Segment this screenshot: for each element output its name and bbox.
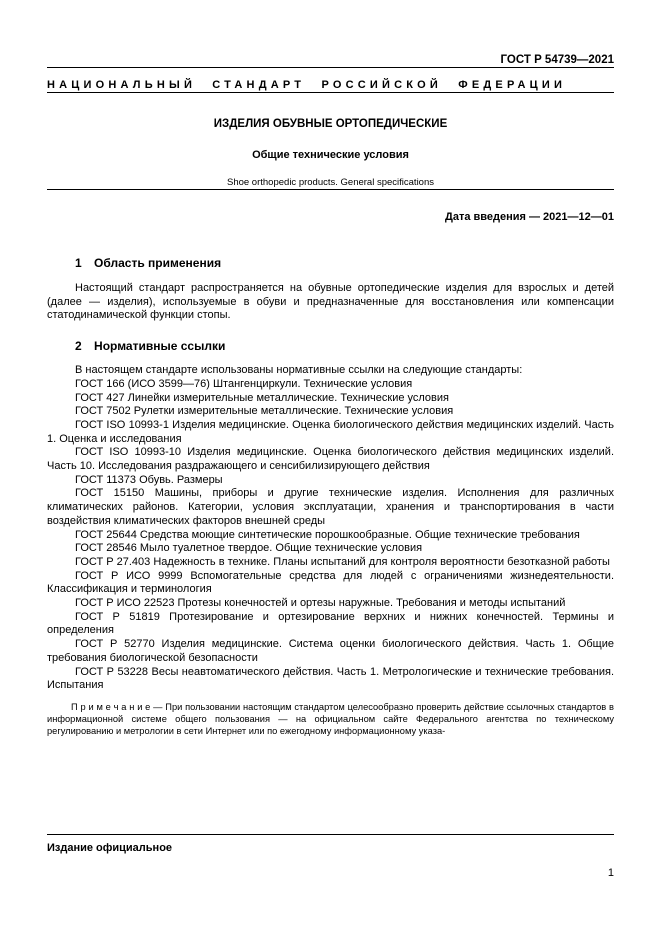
effective-date: Дата введения — 2021—12—01 — [445, 211, 614, 223]
page-number: 1 — [607, 867, 614, 879]
reference-item: ГОСТ Р ИСО 9999 Вспомогательные средства для людей с ограничениями жизнедеятельности. Классификация и терминология — [47, 569, 614, 596]
reference-item: ГОСТ Р ИСО 22523 Протезы конечностей и ортезы наружные. Требования и методы испытаний — [75, 597, 566, 610]
document-title-english: Shoe orthopedic products. General specifications — [226, 177, 434, 188]
document-subtitle: Общие технические условия — [252, 149, 409, 161]
section-number: 2 — [75, 339, 82, 354]
reference-item: ГОСТ ISO 10993-10 Изделия медицинские. Оценка биологического действия медицинских изделий. Часть 10. Исследования раздражающего и сенсибилизирующего действия — [47, 446, 614, 473]
reference-item: ГОСТ Р 27.403 Надежность в технике. Планы испытаний для контроля вероятности безотказной работы — [75, 555, 610, 568]
section-title: Нормативные ссылки — [94, 339, 226, 354]
footer-divider — [47, 834, 614, 835]
section-heading-references — [75, 339, 614, 354]
title-divider — [47, 189, 614, 190]
reference-item: ГОСТ 166 (ИСО 3599—76) Штангенциркули. Технические условия — [75, 377, 413, 390]
national-standard-banner: НАЦИОНАЛЬНЫЙ СТАНДАРТ РОССИЙСКОЙ ФЕДЕРАЦИИ — [47, 79, 567, 91]
reference-item: ГОСТ 7502 Рулетки измерительные металлические. Технические условия — [75, 405, 454, 418]
header-divider-top — [47, 67, 614, 68]
section-number: 1 — [75, 256, 82, 270]
document-title: ИЗДЕЛИЯ ОБУВНЫЕ ОРТОПЕДИЧЕСКИЕ — [213, 118, 448, 130]
reference-item: ГОСТ 25644 Средства моющие синтетические порошкообразные. Общие технические требования — [75, 528, 580, 541]
section-title: Область применения — [94, 256, 222, 270]
edition-label: Издание официальное — [47, 842, 173, 854]
references-note: П р и м е ч а н и е — При пользовании настоящим стандартом целесообразно проверить действие ссылочных стандартов в информационной системе общего пользования — на официальном сайте Федерального агентства по техническому регулированию и метрологии в сети Интернет или по ежегодному информационному указа- — [47, 701, 614, 736]
reference-item: ГОСТ Р 53228 Весы неавтоматического действия. Часть 1. Метрологические и технические требования. Испытания — [47, 665, 614, 692]
reference-item: ГОСТ 15150 Машины, приборы и другие технические изделия. Исполнения для различных климатических районов. Категории, условия эксплуатации, хранения и транспортирования в части воздействия климатических факторов внешней среды — [47, 487, 614, 527]
reference-item: ГОСТ 11373 Обувь. Размеры — [75, 473, 223, 486]
reference-item: ГОСТ Р 51819 Протезирование и ортезирование верхних и нижних конечностей. Термины и определения — [47, 610, 614, 637]
reference-item: ГОСТ Р 52770 Изделия медицинские. Система оценки биологического действия. Часть 1. Общие требования биологической безопасности — [47, 638, 614, 664]
title-block — [47, 117, 614, 189]
references-intro: В настоящем стандарте использованы нормативные ссылки на следующие стандарты: — [75, 364, 523, 377]
reference-item: ГОСТ ISO 10993-1 Изделия медицинские. Оценка биологического действия медицинских изделий. Часть 1. Оценка и исследования — [47, 418, 614, 445]
page-footer — [47, 834, 614, 880]
scope-paragraph: Настоящий стандарт распространяется на обувные ортопедические изделия для взрослых и детей (далее — изделия), используемые в обуви и предназначенные для восстановления или компенсации статодинамической функции стопы. — [47, 282, 614, 322]
doc-number: ГОСТ Р 54739—2021 — [500, 54, 614, 66]
header-divider-bottom — [47, 92, 614, 93]
reference-item: ГОСТ 28546 Мыло туалетное твердое. Общие технические условия — [75, 542, 423, 555]
reference-item: ГОСТ 427 Линейки измерительные металлические. Технические условия — [75, 391, 449, 404]
section-heading-scope — [75, 256, 614, 271]
